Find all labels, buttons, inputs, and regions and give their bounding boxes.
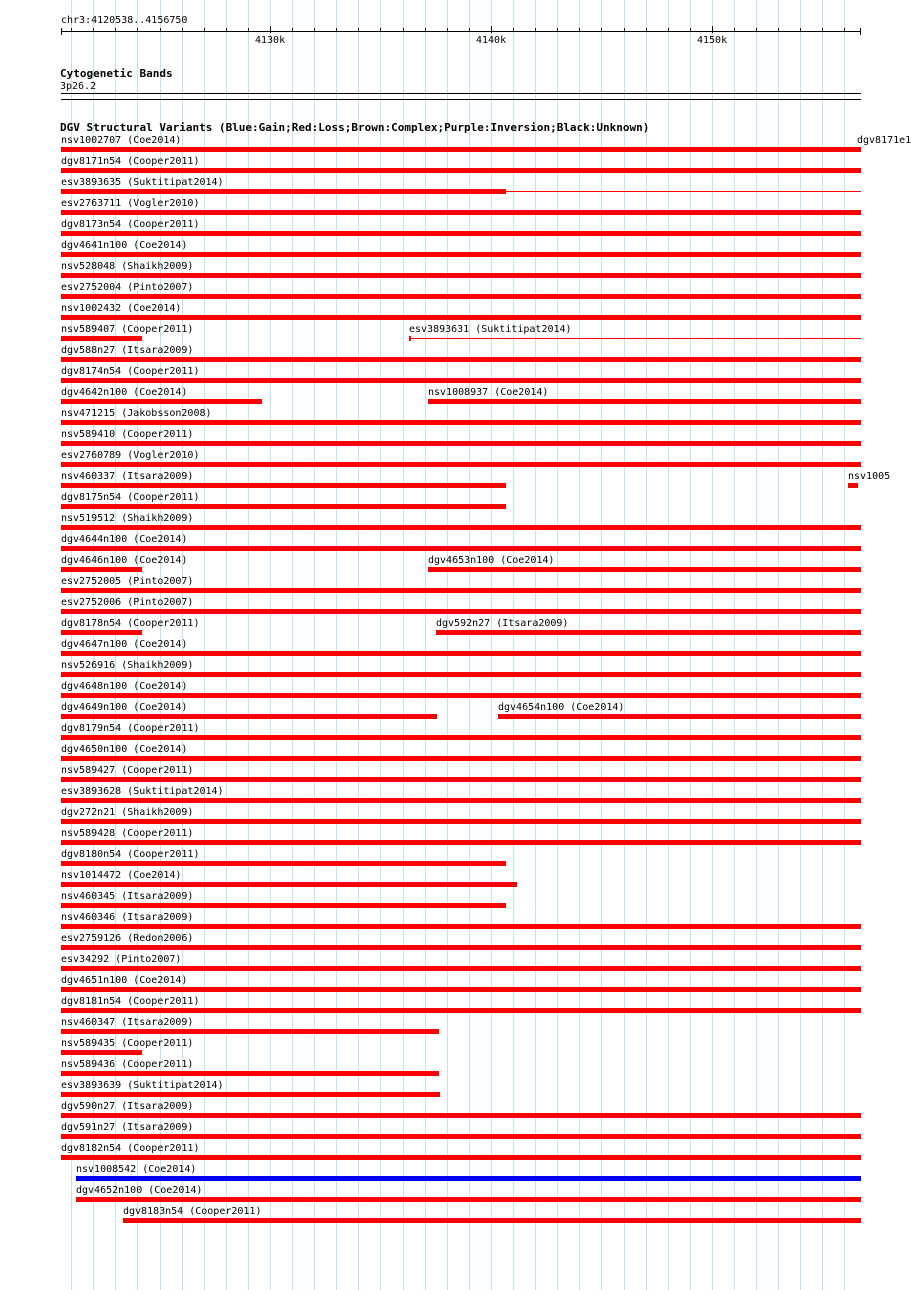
feature-bar[interactable] — [61, 294, 861, 299]
feature-bar[interactable] — [61, 147, 857, 152]
feature-label[interactable]: nsv460337 (Itsara2009) — [61, 471, 194, 482]
feature-bar[interactable] — [61, 1050, 142, 1055]
ruler-minor-tick — [137, 28, 138, 32]
feature-bar[interactable] — [61, 420, 861, 425]
feature-bar[interactable] — [428, 399, 861, 404]
feature-bar[interactable] — [61, 1113, 861, 1118]
ruler-start-cap — [61, 28, 62, 35]
feature-label[interactable]: dgv8171n54 (Cooper2011) — [61, 156, 200, 167]
feature-label[interactable]: nsv589427 (Cooper2011) — [61, 765, 194, 776]
ruler-minor-tick — [469, 28, 470, 32]
feature-label[interactable]: nsv1008542 (Coe2014) — [76, 1164, 197, 1175]
feature-label[interactable]: esv3893631 (Suktitipat2014) — [409, 324, 572, 335]
feature-label[interactable]: esv2752005 (Pinto2007) — [61, 576, 194, 587]
feature-label[interactable]: dgv4652n100 (Coe2014) — [76, 1185, 203, 1196]
feature-bar[interactable] — [61, 672, 861, 677]
cytoband-label: 3p26.2 — [60, 81, 97, 92]
ruler-minor-tick — [513, 28, 514, 32]
feature-label[interactable]: nsv460346 (Itsara2009) — [61, 912, 194, 923]
feature-bar[interactable] — [857, 147, 861, 152]
ruler-minor-tick — [182, 28, 183, 32]
feature-label[interactable]: dgv4647n100 (Coe2014) — [61, 639, 188, 650]
cytoband-track-title[interactable]: Cytogenetic Bands — [60, 67, 173, 80]
grid-line — [734, 0, 735, 1290]
feature-bar[interactable] — [61, 252, 861, 257]
feature-label[interactable]: dgv8183n54 (Cooper2011) — [123, 1206, 262, 1217]
grid-line — [690, 0, 691, 1290]
feature-label[interactable]: dgv8182n54 (Cooper2011) — [61, 1143, 200, 1154]
feature-label[interactable]: dgv588n27 (Itsara2009) — [61, 345, 194, 356]
feature-label[interactable]: dgv8178n54 (Cooper2011) — [61, 618, 200, 629]
ruler-minor-tick — [314, 28, 315, 32]
feature-bar[interactable] — [61, 525, 861, 530]
feature-bar[interactable] — [61, 987, 861, 992]
ruler-major-tick — [712, 26, 713, 33]
feature-bar[interactable] — [61, 882, 517, 887]
ruler-minor-tick — [292, 28, 293, 32]
feature-label[interactable]: dgv592n27 (Itsara2009) — [436, 618, 569, 629]
feature-bar[interactable] — [61, 819, 861, 824]
feature-label[interactable]: nsv471215 (Jakobsson2008) — [61, 408, 212, 419]
feature-bar[interactable] — [61, 651, 861, 656]
cytoband-top-line — [61, 93, 861, 94]
feature-bar[interactable] — [436, 630, 861, 635]
feature-bar[interactable] — [61, 504, 506, 509]
feature-label[interactable]: nsv589436 (Cooper2011) — [61, 1059, 194, 1070]
feature-label[interactable]: nsv589428 (Cooper2011) — [61, 828, 194, 839]
ruler-minor-tick — [601, 28, 602, 32]
feature-label[interactable]: dgv4650n100 (Coe2014) — [61, 744, 188, 755]
grid-line — [756, 0, 757, 1290]
feature-label[interactable]: nsv589435 (Cooper2011) — [61, 1038, 194, 1049]
ruler-minor-tick — [535, 28, 536, 32]
feature-label[interactable]: dgv272n21 (Shaikh2009) — [61, 807, 194, 818]
feature-label[interactable]: dgv4649n100 (Coe2014) — [61, 702, 188, 713]
feature-bar[interactable] — [61, 462, 861, 467]
grid-line — [513, 0, 514, 1290]
feature-intron-line[interactable] — [411, 338, 861, 339]
feature-bar[interactable] — [61, 693, 861, 698]
feature-label[interactable]: esv3893635 (Suktitipat2014) — [61, 177, 224, 188]
feature-label[interactable]: nsv1008937 (Coe2014) — [428, 387, 549, 398]
feature-label[interactable]: nsv589410 (Cooper2011) — [61, 429, 194, 440]
grid-line — [778, 0, 779, 1290]
grid-line — [557, 0, 558, 1290]
feature-label[interactable]: dgv4651n100 (Coe2014) — [61, 975, 188, 986]
ruler-minor-tick — [668, 28, 669, 32]
ruler-major-tick — [270, 26, 271, 33]
ruler-minor-tick — [93, 28, 94, 32]
feature-bar[interactable] — [61, 378, 861, 383]
feature-bar[interactable] — [61, 546, 861, 551]
feature-label[interactable]: dgv4641n100 (Coe2014) — [61, 240, 188, 251]
feature-bar[interactable] — [61, 903, 506, 908]
feature-bar[interactable] — [61, 189, 506, 194]
feature-label[interactable]: nsv589407 (Cooper2011) — [61, 324, 194, 335]
cytoband-bottom-line — [61, 99, 861, 100]
feature-bar[interactable] — [61, 231, 861, 236]
feature-bar[interactable] — [61, 336, 142, 341]
feature-bar[interactable] — [61, 399, 262, 404]
feature-label[interactable]: esv34292 (Pinto2007) — [61, 954, 182, 965]
ruler-tick-label: 4150k — [697, 35, 728, 46]
ruler-minor-tick — [734, 28, 735, 32]
feature-label[interactable]: dgv4653n100 (Coe2014) — [428, 555, 555, 566]
feature-bar[interactable] — [61, 630, 142, 635]
feature-label[interactable]: esv3893639 (Suktitipat2014) — [61, 1080, 224, 1091]
feature-label[interactable]: dgv4646n100 (Coe2014) — [61, 555, 188, 566]
ruler-axis — [61, 31, 861, 32]
feature-label[interactable]: dgv590n27 (Itsara2009) — [61, 1101, 194, 1112]
ruler-minor-tick — [778, 28, 779, 32]
feature-label[interactable]: nsv1005 — [848, 471, 891, 482]
feature-bar[interactable] — [61, 840, 861, 845]
feature-bar[interactable] — [61, 567, 142, 572]
ruler-major-tick — [491, 26, 492, 33]
feature-bar[interactable] — [61, 1071, 439, 1076]
feature-label[interactable]: nsv519512 (Shaikh2009) — [61, 513, 194, 524]
feature-label[interactable]: dgv8171e1 — [857, 135, 911, 146]
feature-bar[interactable] — [61, 210, 861, 215]
grid-line — [800, 0, 801, 1290]
grid-line — [579, 0, 580, 1290]
region-label: chr3:4120538..4156750 — [61, 15, 188, 26]
feature-label[interactable]: esv2760789 (Vogler2010) — [61, 450, 200, 461]
feature-bar[interactable] — [61, 315, 861, 320]
feature-label[interactable]: dgv8181n54 (Cooper2011) — [61, 996, 200, 1007]
ruler-minor-tick — [557, 28, 558, 32]
ruler-minor-tick — [248, 28, 249, 32]
feature-label[interactable]: esv2752006 (Pinto2007) — [61, 597, 194, 608]
feature-bar[interactable] — [61, 756, 861, 761]
feature-bar[interactable] — [61, 1092, 440, 1097]
feature-label[interactable]: dgv8175n54 (Cooper2011) — [61, 492, 200, 503]
feature-label[interactable]: dgv4644n100 (Coe2014) — [61, 534, 188, 545]
feature-label[interactable]: dgv8174n54 (Cooper2011) — [61, 366, 200, 377]
feature-label[interactable]: nsv1002432 (Coe2014) — [61, 303, 182, 314]
feature-label[interactable]: esv2759126 (Redon2006) — [61, 933, 194, 944]
feature-label[interactable]: dgv8180n54 (Cooper2011) — [61, 849, 200, 860]
grid-line — [712, 0, 713, 1290]
feature-bar[interactable] — [61, 714, 437, 719]
ruler-minor-tick — [800, 28, 801, 32]
feature-label[interactable]: dgv4648n100 (Coe2014) — [61, 681, 188, 692]
feature-label[interactable]: esv3893628 (Suktitipat2014) — [61, 786, 224, 797]
feature-bar[interactable] — [61, 861, 506, 866]
feature-bar[interactable] — [61, 357, 861, 362]
ruler-minor-tick — [646, 28, 647, 32]
ruler-minor-tick — [115, 28, 116, 32]
ruler-end-cap — [860, 28, 861, 35]
ruler-minor-tick — [756, 28, 757, 32]
feature-label[interactable]: nsv460345 (Itsara2009) — [61, 891, 194, 902]
ruler-minor-tick — [226, 28, 227, 32]
ruler-minor-tick — [624, 28, 625, 32]
feature-bar[interactable] — [428, 567, 861, 572]
ruler-minor-tick — [447, 28, 448, 32]
feature-bar[interactable] — [61, 735, 861, 740]
feature-bar[interactable] — [61, 609, 861, 614]
ruler-minor-tick — [160, 28, 161, 32]
feature-bar[interactable] — [76, 1197, 861, 1202]
grid-line — [535, 0, 536, 1290]
feature-label[interactable]: dgv4642n100 (Coe2014) — [61, 387, 188, 398]
grid-line — [646, 0, 647, 1290]
grid-line — [601, 0, 602, 1290]
feature-label[interactable]: nsv1002707 (Coe2014) — [61, 135, 182, 146]
ruler-minor-tick — [336, 28, 337, 32]
feature-label[interactable]: dgv8173n54 (Cooper2011) — [61, 219, 200, 230]
feature-bar[interactable] — [848, 483, 858, 488]
feature-bar[interactable] — [61, 168, 861, 173]
feature-bar[interactable] — [61, 1029, 439, 1034]
feature-bar[interactable] — [123, 1218, 861, 1223]
ruler-tick-label: 4130k — [255, 35, 286, 46]
ruler-minor-tick — [71, 28, 72, 32]
feature-bar[interactable] — [61, 1134, 861, 1139]
feature-label[interactable]: dgv591n27 (Itsara2009) — [61, 1122, 194, 1133]
feature-bar[interactable] — [61, 945, 861, 950]
grid-line — [822, 0, 823, 1290]
dgv-track-title[interactable]: DGV Structural Variants (Blue:Gain;Red:Loss;Brown:Complex;Purple:Inversion;Black:Unknown) — [60, 121, 650, 134]
ruler-minor-tick — [380, 28, 381, 32]
feature-label[interactable]: nsv526916 (Shaikh2009) — [61, 660, 194, 671]
ruler-minor-tick — [822, 28, 823, 32]
grid-line — [668, 0, 669, 1290]
ruler-minor-tick — [579, 28, 580, 32]
feature-bar[interactable] — [61, 483, 506, 488]
ruler-minor-tick — [204, 28, 205, 32]
feature-bar[interactable] — [61, 924, 861, 929]
feature-bar[interactable] — [61, 966, 861, 971]
feature-bar[interactable] — [61, 1008, 861, 1013]
feature-label[interactable]: dgv4654n100 (Coe2014) — [498, 702, 625, 713]
feature-bar[interactable] — [61, 273, 861, 278]
grid-line — [844, 0, 845, 1290]
ruler-minor-tick — [425, 28, 426, 32]
feature-label[interactable]: nsv528048 (Shaikh2009) — [61, 261, 194, 272]
feature-bar[interactable] — [61, 441, 861, 446]
feature-intron-line[interactable] — [506, 191, 861, 192]
feature-bar[interactable] — [61, 798, 861, 803]
feature-bar[interactable] — [76, 1176, 861, 1181]
ruler-minor-tick — [358, 28, 359, 32]
feature-label[interactable]: esv2752004 (Pinto2007) — [61, 282, 194, 293]
feature-label[interactable]: nsv460347 (Itsara2009) — [61, 1017, 194, 1028]
ruler-minor-tick — [844, 28, 845, 32]
feature-label[interactable]: nsv1014472 (Coe2014) — [61, 870, 182, 881]
ruler-minor-tick — [403, 28, 404, 32]
feature-label[interactable]: dgv8179n54 (Cooper2011) — [61, 723, 200, 734]
feature-bar[interactable] — [498, 714, 861, 719]
feature-bar[interactable] — [61, 588, 861, 593]
ruler-minor-tick — [690, 28, 691, 32]
feature-label[interactable]: esv2763711 (Vogler2010) — [61, 198, 200, 209]
ruler-tick-label: 4140k — [476, 35, 507, 46]
feature-bar[interactable] — [61, 1155, 861, 1160]
grid-line — [624, 0, 625, 1290]
feature-bar[interactable] — [61, 777, 861, 782]
